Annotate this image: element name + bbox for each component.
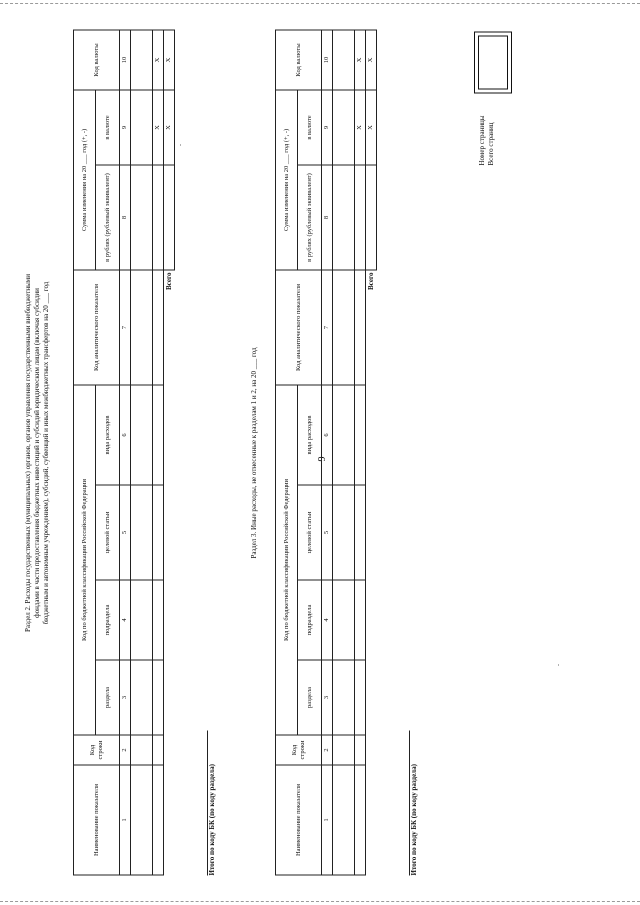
scan-speck	[180, 144, 181, 145]
col-number: 9	[120, 89, 131, 164]
col-number: 1	[120, 765, 131, 875]
col-number: 2	[120, 735, 131, 765]
cell[interactable]	[153, 485, 164, 580]
bk-total-underline	[409, 730, 410, 875]
col-section-header: раздела	[96, 660, 120, 735]
cell[interactable]	[333, 660, 355, 735]
section3-title	[250, 0, 259, 905]
page-counter-labels	[478, 115, 496, 165]
section2-title-line: фондами в части предоставления бюджетных инвестиций и субсидий юридическим лицам (включая субсидии	[32, 287, 41, 618]
cell[interactable]	[131, 385, 153, 485]
col-expense-type-header: вида расходов	[298, 385, 322, 485]
cell[interactable]	[153, 385, 164, 485]
column-number-row	[322, 29, 333, 874]
section3-table	[275, 29, 377, 875]
col-number: 4	[322, 580, 333, 660]
col-target-header: целевой статьи	[298, 485, 322, 580]
col-section-header: раздела	[298, 660, 322, 735]
cell[interactable]	[355, 580, 366, 660]
col-change-sum-header: Сумма изменения на 20 ___ год (+, -)	[276, 89, 298, 269]
col-target-header: целевой статьи	[96, 485, 120, 580]
cell[interactable]	[131, 735, 153, 765]
col-number: 4	[120, 580, 131, 660]
cell[interactable]	[131, 270, 153, 385]
scan-speck	[558, 664, 559, 665]
x-mark: X	[164, 29, 175, 89]
x-mark: X	[366, 29, 377, 89]
total-row	[366, 29, 377, 874]
cell[interactable]	[131, 89, 153, 164]
cell[interactable]	[131, 580, 153, 660]
col-expense-type-header: вида расходов	[96, 385, 120, 485]
col-currency-code-header: Код валюты	[74, 29, 120, 89]
page-counter-box	[474, 31, 512, 93]
table-row	[333, 29, 355, 874]
cell[interactable]	[333, 89, 355, 164]
cell[interactable]	[355, 165, 366, 270]
cell[interactable]	[131, 485, 153, 580]
x-mark: X	[355, 89, 366, 164]
col-number: 7	[120, 270, 131, 385]
col-number: 8	[322, 165, 333, 270]
bk-total-label: Итого по коду БК (по коду раздела)	[410, 763, 418, 875]
section2-title	[24, 0, 50, 905]
col-currency-header: в валюте	[96, 89, 120, 164]
cell[interactable]	[333, 29, 355, 89]
col-rub-header: в рублях (рублевый эквивалент)	[298, 165, 322, 270]
col-rub-header: в рублях (рублевый эквивалент)	[96, 165, 120, 270]
cell[interactable]	[153, 660, 164, 735]
col-subsection-header: подраздела	[96, 580, 120, 660]
col-number: 3	[120, 660, 131, 735]
cell[interactable]	[355, 485, 366, 580]
cell[interactable]	[333, 270, 355, 385]
table-row	[355, 29, 366, 874]
cell[interactable]	[355, 385, 366, 485]
col-number: 9	[322, 89, 333, 164]
col-number: 10	[322, 29, 333, 89]
cell[interactable]	[333, 580, 355, 660]
col-name-header: Наименование показателя	[74, 765, 120, 875]
bk-total-underline	[207, 730, 208, 875]
col-number: 5	[120, 485, 131, 580]
col-number: 7	[322, 270, 333, 385]
total-pages-label: Всего страниц	[487, 121, 496, 165]
total-row	[164, 29, 175, 874]
cell[interactable]	[153, 765, 164, 875]
cell[interactable]	[153, 580, 164, 660]
section2-table	[73, 29, 175, 875]
cell[interactable]	[333, 165, 355, 270]
col-line-code-header: Код строки	[74, 735, 120, 765]
x-mark: X	[366, 89, 377, 164]
col-subsection-header: подраздела	[298, 580, 322, 660]
cell[interactable]	[333, 385, 355, 485]
section2-title-line: бюджетным и автономным учреждениям), субсидий, субвенций и иных межбюджетных трансфертов на 20 ___ год	[41, 281, 50, 624]
cell[interactable]	[131, 765, 153, 875]
x-mark: X	[164, 89, 175, 164]
cell[interactable]	[153, 270, 164, 385]
column-number-row	[120, 29, 131, 874]
page-counter-field[interactable]	[478, 35, 508, 89]
cell[interactable]	[333, 735, 355, 765]
cell[interactable]	[153, 735, 164, 765]
x-mark: X	[153, 89, 164, 164]
cell[interactable]	[333, 765, 355, 875]
page-number-label: Номер страницы	[478, 114, 486, 165]
cell[interactable]	[164, 165, 175, 270]
table-row	[153, 29, 164, 874]
section3-title-line: Раздел 3. Иные расходы, не отнесенные к разделам 1 и 2, на 20 ___ год	[250, 346, 258, 559]
cell[interactable]	[131, 165, 153, 270]
table-row	[131, 29, 153, 874]
col-analytic-header: Код аналитического показателя	[276, 270, 322, 385]
total-label: Всего	[164, 270, 175, 875]
col-currency-code-header: Код валюты	[276, 29, 322, 89]
col-number: 1	[322, 765, 333, 875]
cell[interactable]	[153, 165, 164, 270]
cell[interactable]	[366, 165, 377, 270]
col-number: 2	[322, 735, 333, 765]
cell[interactable]	[131, 29, 153, 89]
col-number: 8	[120, 165, 131, 270]
col-bk-code-header: Код по бюджетной классификации Российской Федерации	[74, 385, 96, 735]
cell[interactable]	[355, 270, 366, 385]
x-mark: X	[355, 29, 366, 89]
col-number: 6	[120, 385, 131, 485]
col-currency-header: в валюте	[298, 89, 322, 164]
section2-title-line: Раздел 2. Расходы государственных (муниципальных) органов, органов управления государственными внебюджетными	[24, 273, 32, 632]
col-number: 6	[322, 385, 333, 485]
col-number: 5	[322, 485, 333, 580]
col-bk-code-header: Код по бюджетной классификации Российской Федерации	[276, 385, 298, 735]
cell[interactable]	[131, 660, 153, 735]
page-number: 9	[317, 456, 328, 462]
col-change-sum-header: Сумма изменения на 20 ___ год (+, -)	[74, 89, 96, 269]
bk-total-label: Итого по коду БК (по коду раздела)	[208, 763, 216, 875]
total-label: Всего	[366, 270, 377, 875]
cell[interactable]	[355, 765, 366, 875]
col-name-header: Наименование показателя	[276, 765, 322, 875]
col-number: 3	[322, 660, 333, 735]
col-analytic-header: Код аналитического показателя	[74, 270, 120, 385]
col-line-code-header: Код строки	[276, 735, 322, 765]
cell[interactable]	[355, 735, 366, 765]
col-number: 10	[120, 29, 131, 89]
cell[interactable]	[355, 660, 366, 735]
cell[interactable]	[333, 485, 355, 580]
x-mark: X	[153, 29, 164, 89]
